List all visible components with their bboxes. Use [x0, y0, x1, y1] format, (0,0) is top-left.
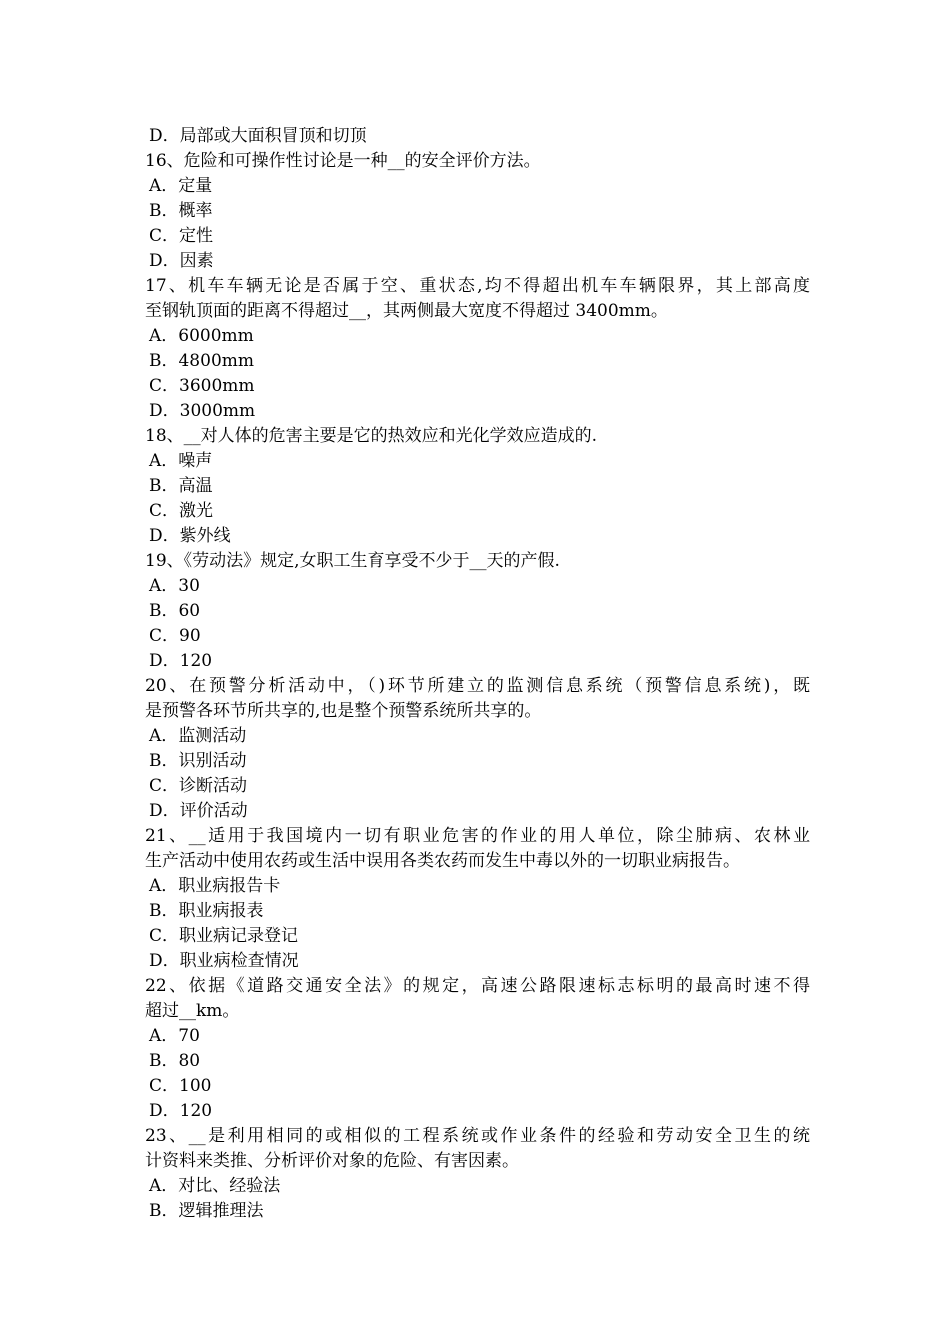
answer-option-line: A．6000mm — [149, 326, 254, 346]
question-text-line: 计资料来类推、分析评价对象的危险、有害因素。 — [145, 1151, 519, 1171]
answer-option-line: D．紫外线 — [149, 526, 231, 546]
question-text-line: 20、在预警分析活动中，（)环节所建立的监测信息系统（预警信息系统)，既 — [145, 676, 810, 696]
question-text-line: 18、__对人体的危害主要是它的热效应和光化学效应造成的. — [145, 426, 598, 446]
answer-option-line: D．3000mm — [149, 401, 256, 421]
question-text-line: 17、机车车辆无论是否属于空、重状态,均不得超出机车车辆限界，其上部高度 — [145, 276, 810, 296]
answer-option-line: A．对比、经验法 — [149, 1176, 281, 1196]
question-text-line: 生产活动中使用农药或生活中误用各类农药而发生中毒以外的一切职业病报告。 — [145, 851, 740, 871]
answer-option-line: A．30 — [149, 576, 200, 596]
answer-option-line: A．职业病报告卡 — [149, 876, 281, 896]
question-text-line: 23、__是利用相同的或相似的工程系统或作业条件的经验和劳动安全卫生的统 — [145, 1126, 810, 1146]
question-text-line: 21、__适用于我国境内一切有职业危害的作业的用人单位，除尘肺病、农林业 — [145, 826, 810, 846]
answer-option-line: D．评价活动 — [149, 801, 248, 821]
answer-option-line: D．局部或大面积冒顶和切顶 — [149, 126, 367, 146]
answer-option-line: C．3600mm — [149, 376, 255, 396]
answer-option-line: D．因素 — [149, 251, 214, 271]
question-text-line: 16、危险和可操作性讨论是一种__的安全评价方法。 — [145, 151, 541, 171]
answer-option-line: C．定性 — [149, 226, 214, 246]
answer-option-line: B．概率 — [149, 201, 213, 221]
answer-option-line: B．4800mm — [149, 351, 254, 371]
answer-option-line: B．80 — [149, 1051, 201, 1071]
answer-option-line: A．70 — [149, 1026, 200, 1046]
answer-option-line: C．100 — [149, 1076, 212, 1096]
question-text-line: 至钢轨顶面的距离不得超过__，其两侧最大宽度不得超过 3400mm。 — [145, 301, 668, 321]
answer-option-line: B．60 — [149, 601, 201, 621]
answer-option-line: D．120 — [149, 1101, 213, 1121]
answer-option-line: C．90 — [149, 626, 201, 646]
answer-option-line: C．激光 — [149, 501, 214, 521]
answer-option-line: C．职业病记录登记 — [149, 926, 299, 946]
answer-option-line: A．监测活动 — [149, 726, 247, 746]
answer-option-line: B．逻辑推理法 — [149, 1201, 264, 1221]
answer-option-line: B．识别活动 — [149, 751, 247, 771]
question-text-line: 超过__km。 — [145, 1001, 240, 1021]
question-text-line: 是预警各环节所共享的,也是整个预警系统所共享的。 — [145, 701, 542, 721]
answer-option-line: B．高温 — [149, 476, 213, 496]
answer-option-line: A．定量 — [149, 176, 213, 196]
question-text-line: 19、《劳动法》规定,女职工生育享受不少于__天的产假. — [145, 551, 560, 571]
answer-option-line: D．120 — [149, 651, 213, 671]
answer-option-line: B．职业病报表 — [149, 901, 264, 921]
answer-option-line: A．噪声 — [149, 451, 213, 471]
answer-option-line: C．诊断活动 — [149, 776, 248, 796]
answer-option-line: D．职业病检查情况 — [149, 951, 299, 971]
question-text-line: 22、依据《道路交通安全法》的规定，高速公路限速标志标明的最高时速不得 — [145, 976, 810, 996]
document-page — [145, 124, 810, 1224]
